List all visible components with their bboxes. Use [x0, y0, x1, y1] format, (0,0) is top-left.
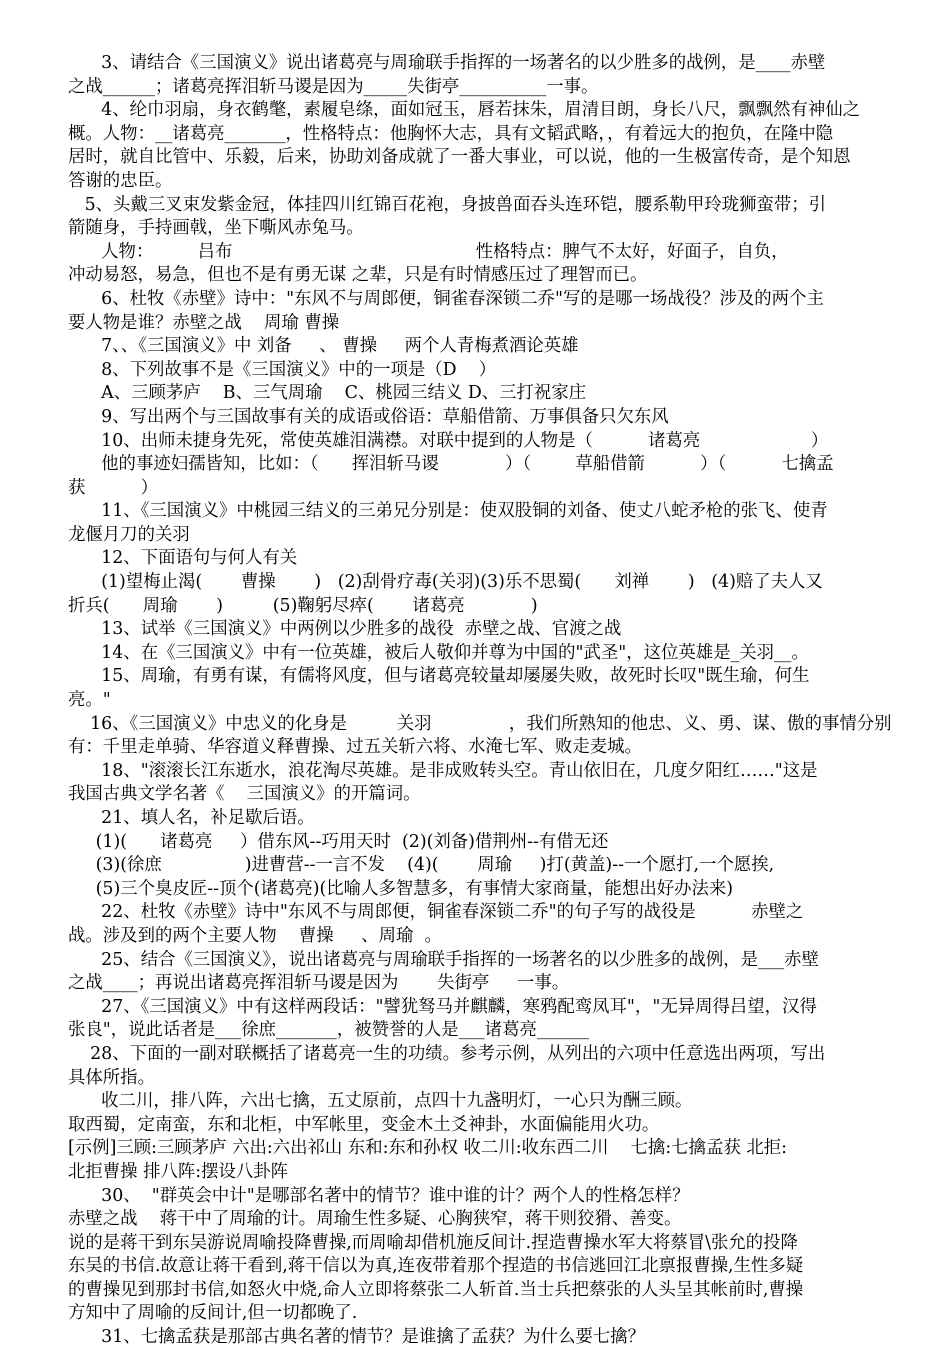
text-line: (3)(徐庶 )进曹营--一言不发 (4)( 周瑜 )打(黄盖)--一个愿打,一个愿挨,: [68, 855, 775, 876]
text-line: (1)( 诸葛亮 ）借东风--巧用天时 (2)(刘备)借荆州--有借无还: [68, 831, 609, 852]
text-line: (1)望梅止渴( 曹操 ) (2)刮骨疗毒(关羽)(3)乐不思蜀( 刘禅 ) (4)赔了夫人又: [68, 572, 823, 593]
text-line: 3、请结合《三国演义》说出诸葛亮与周瑜联手指挥的一场著名的以少胜多的战例，是____赤壁: [68, 53, 826, 73]
text-line: 30、 "群英会中计"是哪部名著中的情节？谁中谁的计？两个人的性格怎样？: [68, 1185, 690, 1206]
text-line: 箭随身，手持画戟，坐下嘶风赤兔马。: [68, 218, 364, 239]
text-line: 冲动易怒，易急，但也不是有勇无谋 之辈，只是有时情感压过了理智而已。: [68, 265, 648, 286]
text-line: 4、纶巾羽扇，身衣鹤氅，素履皂绦，面如冠玉，唇若抹朱，眉清目朗，身长八尺，飘飘然有神仙之: [68, 100, 861, 121]
text-line: 10、出师未捷身先死，常使英雄泪满襟。对联中提到的人物是（ 诸葛亮 ）: [68, 430, 829, 451]
text-line: 概。人物：__诸葛亮_______，性格特点：他胸怀大志，具有文韬武略，，有着远大的抱负，在隆中隐: [68, 123, 834, 144]
text-line: 22、杜牧《赤壁》诗中"东风不与周郎便，铜雀春深锁二乔"的句子写的战役是 赤壁之: [68, 902, 804, 923]
text-line: 赤壁之战 蒋干中了周瑜的计。周瑜生性多疑、心胸狭窄，蒋干则狡猾、善变。: [68, 1209, 682, 1230]
text-line: 15、周瑜，有勇有谋，有儒将风度，但与诸葛亮较量却屡屡失败，故死时长叹"既生瑜，何生: [68, 666, 810, 687]
text-line: 28、下面的一副对联概括了诸葛亮一生的功绩。参考示例，从列出的六项中任意选出两项，写出: [68, 1043, 826, 1064]
text-line: 13、试举《三国演义》中两例以少胜多的战役 赤壁之战、官渡之战: [68, 619, 622, 640]
text-line: 31、七擒孟获是那部古典名著的情节？是谁擒了孟获？为什么要七擒？: [68, 1327, 646, 1348]
text-line: 亮。": [68, 690, 111, 711]
text-line: 27、《三国演义》中有这样两段话："譬犹驽马并麒麟，寒鸦配鸾凤耳"，"无异周得吕望，汉得: [68, 996, 817, 1017]
text-line: 25、结合《三国演义》，说出诸葛亮与周瑜联手指挥的一场著名的以少胜多的战例，是___赤壁: [68, 949, 819, 970]
text-line: 的曹操见到那封书信,如怒火中烧,命人立即将蔡张二人斩首.当士兵把蔡张的人头呈其帐前时,曹操: [68, 1279, 804, 1300]
text-line: 答谢的忠臣。: [68, 170, 173, 191]
text-line: 16、《三国演义》中忠义的化身是 关羽 ，我们所熟知的他忠、义、勇、谋、傲的事情分别: [68, 713, 892, 734]
text-line: 11、《三国演义》中桃园三结义的三弟兄分别是：使双股铜的刘备、使丈八蛇矛枪的张飞、使青: [68, 501, 828, 522]
text-line: 方知中了周喻的反间计,但一切都晚了.: [68, 1303, 358, 1324]
text-line: 北拒曹操 排八阵:摆设八卦阵: [68, 1161, 289, 1182]
text-line: 折兵( 周瑜 ) (5)鞠躬尽瘁( 诸葛亮 ): [68, 595, 538, 616]
text-line: 12、下面语句与何人有关: [68, 548, 298, 569]
text-line: 14、在《三国演义》中有一位英雄，被后人敬仰并尊为中国的"武圣"，这位英雄是_关羽__。: [68, 642, 809, 663]
text-line: 张良"，说此话者是___徐庶_______，被赞誉的人是___诸葛亮______: [68, 1020, 590, 1041]
text-line: 6、杜牧《赤壁》诗中："东风不与周郎便，铜雀春深锁二乔"写的是哪一场战役？涉及的两个主: [68, 288, 824, 309]
text-line: 要人物是谁？赤壁之战 周瑜 曹操: [68, 312, 340, 333]
text-line: A、三顾茅庐 B、三气周瑜 C、桃园三结义 D、三打祝家庄: [68, 383, 587, 404]
text-line: 21、填人名，补足歇后语。: [68, 808, 315, 828]
text-line: 18、"滚滚长江东逝水，浪花淘尽英雄。是非成败转头空。青山依旧在，几度夕阳红……"这是: [68, 760, 818, 781]
text-line: 5、头戴三叉束发紫金冠，体挂四川红锦百花袍，身披兽面吞头连环铠，腰系勒甲玲珑狮蛮带；引: [68, 194, 827, 215]
text-line: 有：千里走单骑、华容道义释曹操、过五关斩六将、水淹七军、败走麦城。: [68, 737, 642, 758]
text-line: 9、写出两个与三国故事有关的成语或俗语：草船借箭、万事俱备只欠东风: [68, 406, 669, 427]
text-line: 居时，就自比管中、乐毅，后来，协助刘备成就了一番大事业，可以说，他的一生极富传奇，是个知恩: [68, 147, 851, 168]
text-line: 人物： 吕布 性格特点：脾气不太好，好面子，自负，: [68, 241, 789, 262]
text-line: 获 ）: [68, 477, 159, 498]
text-line: 8、下列故事不是《三国演义》中的一项是（D ）: [68, 359, 497, 380]
document-page: [68, 52, 892, 1350]
text-line: 7、、《三国演义》中 刘备 、 曹操 两个人青梅煮酒论英雄: [68, 336, 579, 357]
text-line: 龙偃月刀的关羽: [68, 524, 190, 545]
text-line: 他的事迹妇孺皆知，比如：（ 挥泪斩马谡 ）（ 草船借箭 ）（ 七擒孟: [68, 454, 834, 475]
text-line: 收二川，排八阵，六出七擒，五丈原前，点四十九盏明灯，一心只为酬三顾。: [68, 1091, 693, 1112]
text-line: [示例]三顾:三顾茅庐 六出:六出祁山 东和:东和孙权 收二川:收东西二川 七擒:七擒孟获 北拒:: [68, 1138, 788, 1159]
text-line: 东吴的书信.故意让蒋干看到,蒋干信以为真,连夜带着那个捏造的书信逃回江北禀报曹操,生性多疑: [68, 1256, 804, 1277]
text-line: 取西蜀，定南蛮，东和北柜，中军帐里，变金木土爻神卦，水面偏能用火功。: [68, 1114, 660, 1135]
text-line: 之战____；再说出诸葛亮挥泪斩马谡是因为 失街亭 一事。: [68, 973, 570, 994]
text-line: 具体所指。: [68, 1067, 155, 1088]
text-line: (5)三个臭皮匠--顶个(诸葛亮)(比喻人多智慧多，有事情大家商量，能想出好办法来): [68, 878, 734, 899]
text-line: 我国古典文学名著《 三国演义》的开篇词。: [68, 784, 421, 805]
text-line: 之战______；诸葛亮挥泪斩马谡是因为_____失街亭__________一事。: [68, 76, 599, 97]
text-line: 说的是蒋干到东吴游说周喻投降曹操,而周喻却借机施反间计.捏造曹操水军大将蔡冒\张允的投降: [68, 1232, 798, 1253]
text-line: 战。涉及到的两个主要人物 曹操 、周瑜 。: [68, 925, 442, 946]
